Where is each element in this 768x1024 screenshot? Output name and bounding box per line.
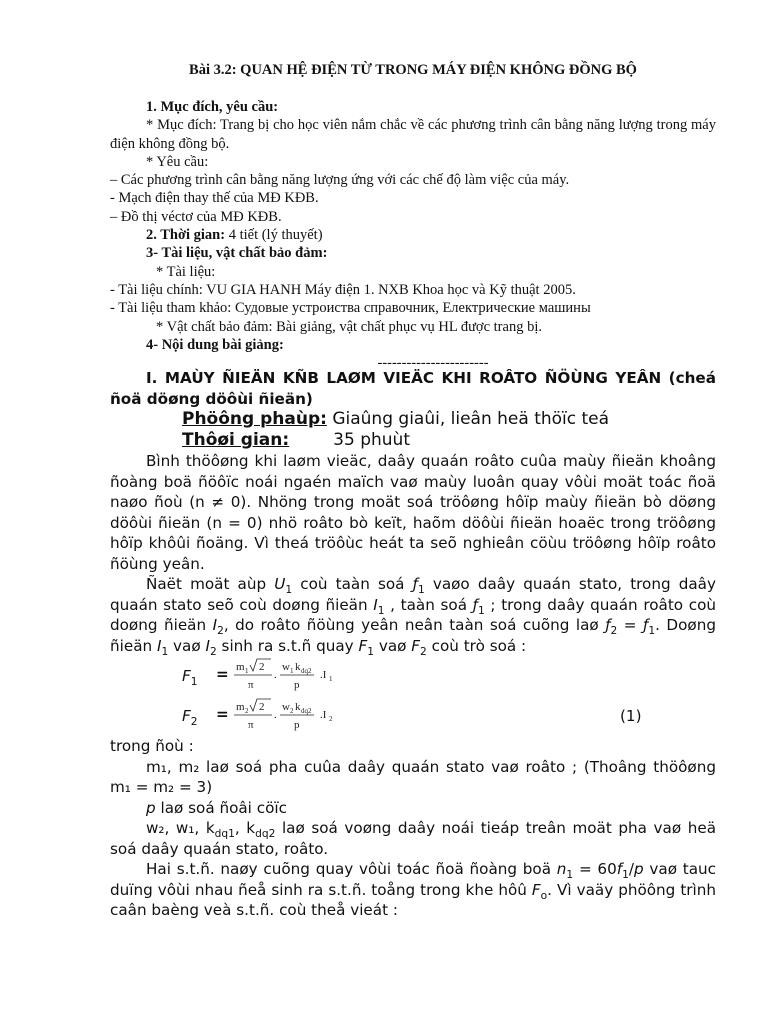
svg-text:k: k — [295, 701, 301, 713]
purpose-heading: 1. Mục đích, yêu cầu: — [146, 99, 279, 115]
lesson-body — [110, 368, 716, 921]
definition-m: m₁, m₂ laø soá pha cuûa daây quaán stato vaø roâto ; (Thoâng thöôøng m₁ = m₂ = 3) — [110, 757, 716, 796]
text-run: vaø — [374, 636, 412, 655]
svg-text:.I: .I — [320, 709, 327, 721]
text-run: , do roâto ñöùng yeân neân taàn soá cuõng laø — [223, 616, 606, 634]
paragraph-currents: Ñaët moät aùp $U_1$ coù taàn soá $ƒ_1$ vaøo daây quaán stato, trong daây quaán stato seõ coù doøng ñieän $I_1$ , taàn soá $ƒ_1$ ; trong daây quaán roâto coù doøng ñieän $I_2$, do roâto ñöùng yeân neân taàn soá cuõng laø $ƒ_2$ = $ƒ_1$. Doøng ñieän $I_1$ vaø $I_2$ sinh ra s.t.ñ quay $F_1$ vaø $F_2$ coù trò soá : — [110, 575, 716, 658]
svg-text:1: 1 — [245, 667, 249, 675]
svg-text:2: 2 — [290, 707, 294, 715]
paragraph-mmf: Hai s.t.ñ. naøy cuõng quay vôùi toác ñoä ñoàng boä $n_1 = 60f_1/p$ vaø tauc duïng vôùi nhau ñeå sinh ra s.t.ñ. toång trong khe hôû $F_o$. Vì vaäy phöông trình caân baèng veà s.t.ñ. coù theå vieát : — [110, 860, 717, 919]
time-line — [110, 226, 716, 244]
divider-dashes: ----------------------- — [377, 355, 489, 372]
svg-text:.: . — [274, 709, 277, 721]
section-heading: I. MAÙY ÑIEÄN KÑB LAØM VIEÄC KHI ROÂTO ÑÖÙNG YEÂN (cheá ñoä döøng döôùi ñieän) — [110, 369, 716, 408]
text-run: ; trong daây quaán roâto coù doøng ñieän — [110, 595, 716, 634]
svg-text:w: w — [282, 701, 290, 713]
svg-text:w: w — [282, 661, 290, 673]
text-run: . Doøng ñieän — [110, 616, 716, 655]
lesson-title: Bài 3.2: QUAN HỆ ĐIỆN TỪ TRONG MÁY ĐIỆN KHÔNG ĐỒNG BỘ — [189, 62, 637, 78]
material-line: * Vật chất bảo đảm: Bài giảng, vật chất phục vụ HL được trang bị. — [156, 318, 542, 335]
text-run: vaø tauc duïng vôùi nhau ñeå sinh ra s.t.ñ. toång trong khe hôû — [110, 860, 716, 899]
svg-text:p: p — [294, 719, 300, 731]
method-line — [110, 409, 716, 430]
text-run: . Vì vaäy phöông trình caân baèng veà s.t.ñ. coù theå vieát : — [110, 880, 717, 919]
svg-text:k: k — [295, 661, 301, 673]
svg-text:2: 2 — [259, 701, 265, 713]
svg-text:2: 2 — [329, 715, 333, 723]
svg-text:π: π — [248, 719, 254, 731]
text-run: vaø — [168, 636, 206, 655]
text-run: coù taàn soá — [292, 575, 413, 593]
document-reference: - Tài liệu tham khảo: Судовые устроиства справочник, Електрические машины — [110, 300, 591, 317]
formula-f1-graphic — [232, 656, 382, 696]
svg-text:1: 1 — [290, 667, 294, 675]
requirement-item: - Mạch điện thay thế của MĐ KĐB. — [110, 190, 319, 207]
document-label: * Tài liệu: — [156, 263, 216, 280]
text-run: sinh ra s.t.ñ quay — [216, 636, 359, 655]
svg-text:dq2: dq2 — [301, 667, 312, 675]
text-run: coù trò soá : — [426, 636, 527, 655]
purpose-line: * Mục đích: Trang bị cho học viên nắm chắc về các phương trình cân bằng năng lượng trong máy điện không đồng bộ. — [110, 117, 716, 152]
definition-p: p laø soá ñoâi cöïc — [146, 798, 287, 817]
equation-f2: $F_2$ = m 2 2 π . w 2 k dq2 p .I 2 (1) — [110, 696, 716, 736]
requirement-label: * Yêu cầu: — [146, 153, 209, 170]
svg-text:1: 1 — [329, 675, 333, 683]
text-run: , k — [234, 819, 256, 837]
svg-text:m: m — [236, 661, 245, 673]
duration-label: Thôøi gian: — [182, 430, 290, 450]
svg-text:.I: .I — [320, 669, 327, 681]
text-run: Ñaët moät aùp — [146, 575, 275, 593]
text-run: vaøo daây quaán stato, trong daây quaán stato seõ coù doøng ñieän — [110, 575, 716, 614]
duration-line — [110, 430, 716, 451]
svg-text:π: π — [248, 679, 254, 691]
svg-text:.: . — [274, 669, 277, 681]
duration-value: 35 phuùt — [333, 430, 410, 450]
time-label: 2. Thời gian: — [146, 227, 226, 244]
svg-text:p: p — [294, 679, 300, 691]
material-heading: 3- Tài liệu, vật chất bảo đảm: — [146, 245, 328, 262]
formula-f2-graphic — [232, 696, 382, 736]
definition-w: w₂, w₁, $k_{dq1}$, $k_{dq2}$ laø soá voøng daây noái tieáp treân moät pha vaø heä soá daây quaán stato, roâto. — [110, 819, 716, 858]
content-heading: 4- Nội dung bài giảng: — [146, 336, 284, 353]
method-value: Giaûng giaûi, lieân heä thöïc teá — [326, 409, 610, 429]
method-label: Phöông phaùp: — [182, 409, 327, 429]
text-run: , taàn soá — [384, 595, 473, 614]
equation-f1: $F_1$ = m 1 2 π . w 1 k dq2 p .I 1 — [110, 656, 716, 696]
svg-text:2: 2 — [245, 707, 249, 715]
text-run: laø soá ñoâi cöïc — [155, 798, 287, 817]
text-run: Hai s.t.ñ. naøy cuõng quay vôùi toác ñoä ñoàng boä — [146, 860, 557, 878]
equation-number: (1) — [620, 707, 642, 725]
text-run: w₂, w₁, k — [146, 819, 215, 837]
where-line: trong ñoù : — [110, 737, 194, 755]
svg-text:2: 2 — [259, 661, 265, 673]
svg-text:dq2: dq2 — [301, 707, 312, 715]
paragraph-intro: Bình thöôøng khi laøm vieäc, daây quaán roâto cuûa maùy ñieän khoâng ñoàng boä ñöôïc noái ngaén maïch vaø maùy luoân quay vôùi moät toác ñoä naøo ñoù (n ≠ 0). Nhöng trong moät soá tröôøng hôïp maùy ñieän bò döøng döôùi ñieän (n = 0) nhö roâto bò keït, haõm döôùi ñieän hoaëc trong tröôøng hôïp khôûi ñoäng. Vì theá tröôùc heát ta seõ nghieân cöùu tröôøng hôïp roâto ñöùng yeân. — [110, 452, 716, 573]
requirement-item: – Đồ thị véctơ của MĐ KĐB. — [110, 208, 282, 225]
time-value: 4 tiết (lý thuyết) — [225, 227, 323, 244]
requirement-item: – Các phương trình cân bằng năng lượng ứng với các chế độ làm việc của máy. — [110, 172, 570, 189]
lesson-overview — [110, 98, 716, 372]
text-run: laø soá voøng daây noái tieáp treân moät pha vaø heä soá daây quaán stato, roâto. — [110, 819, 716, 858]
svg-text:m: m — [236, 701, 245, 713]
document-main: - Tài liệu chính: VU GIA HANH Máy điện 1. NXB Khoa học và Kỹ thuật 2005. — [110, 281, 576, 298]
